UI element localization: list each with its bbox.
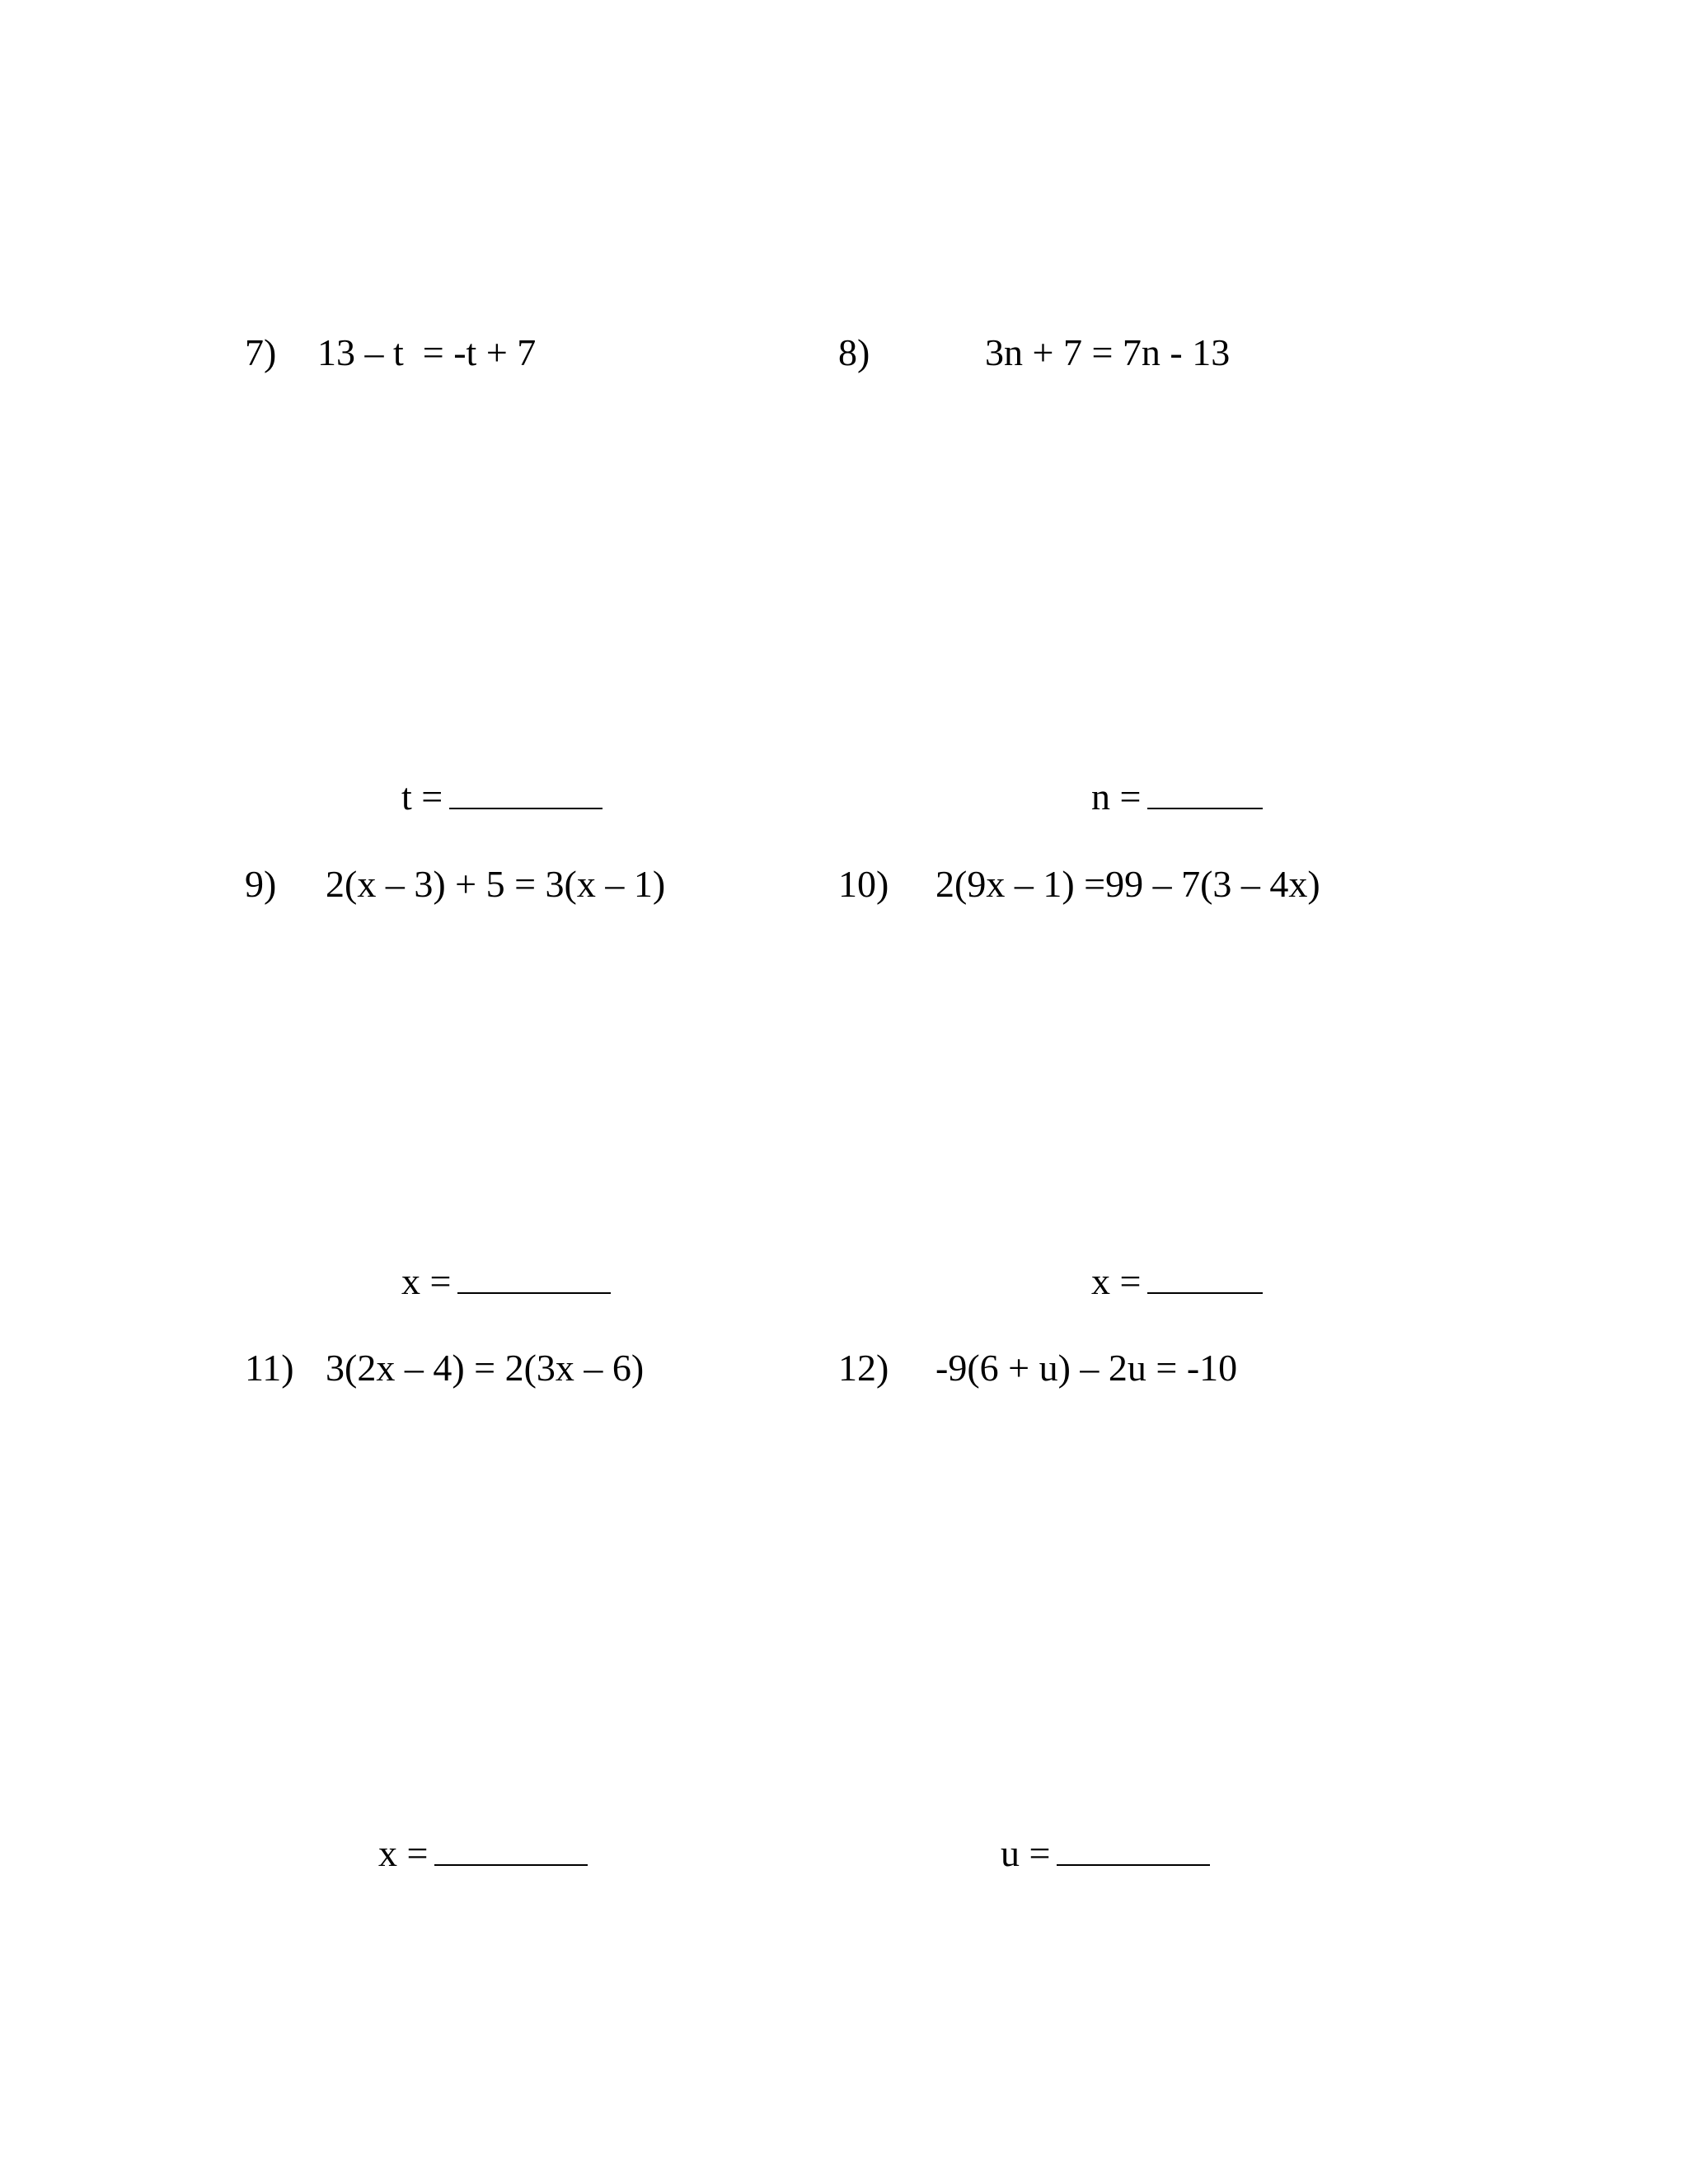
answer-line bbox=[321, 1790, 588, 1910]
answer-label: t = bbox=[401, 776, 443, 818]
answer-label: x = bbox=[401, 1260, 452, 1302]
answer-blank[interactable] bbox=[434, 1828, 588, 1866]
answer-label: x = bbox=[378, 1832, 429, 1874]
problem-number: 7) bbox=[245, 331, 277, 373]
answer-label: x = bbox=[1091, 1260, 1142, 1302]
answer-line bbox=[1034, 1218, 1263, 1338]
answer-blank[interactable] bbox=[1147, 771, 1263, 809]
problem-equation: 3(2x – 4) = 2(3x – 6) bbox=[326, 1347, 645, 1389]
problem-number: 8) bbox=[838, 331, 870, 373]
problem-number: 11) bbox=[245, 1347, 294, 1389]
problem-number: 12) bbox=[838, 1347, 889, 1389]
answer-label: u = bbox=[1001, 1832, 1051, 1874]
problem-number: 9) bbox=[245, 863, 277, 905]
answer-blank[interactable] bbox=[449, 771, 603, 809]
problem-equation: 2(x – 3) + 5 = 3(x – 1) bbox=[326, 863, 666, 905]
problem-equation: 13 – t = -t + 7 bbox=[317, 331, 537, 373]
answer-label: n = bbox=[1091, 776, 1142, 818]
answer-line bbox=[1034, 733, 1263, 854]
problem-number: 10) bbox=[838, 863, 889, 905]
problem-equation: -9(6 + u) – 2u = -10 bbox=[935, 1347, 1238, 1389]
answer-blank[interactable] bbox=[457, 1256, 611, 1294]
answer-line bbox=[944, 1790, 1210, 1910]
answer-blank[interactable] bbox=[1057, 1828, 1210, 1866]
answer-line bbox=[345, 1218, 611, 1338]
problem-equation: 2(9x – 1) =99 – 7(3 – 4x) bbox=[935, 863, 1320, 905]
answer-blank[interactable] bbox=[1147, 1256, 1263, 1294]
problem-equation: 3n + 7 = 7n - 13 bbox=[985, 331, 1231, 373]
answer-line bbox=[345, 733, 603, 854]
